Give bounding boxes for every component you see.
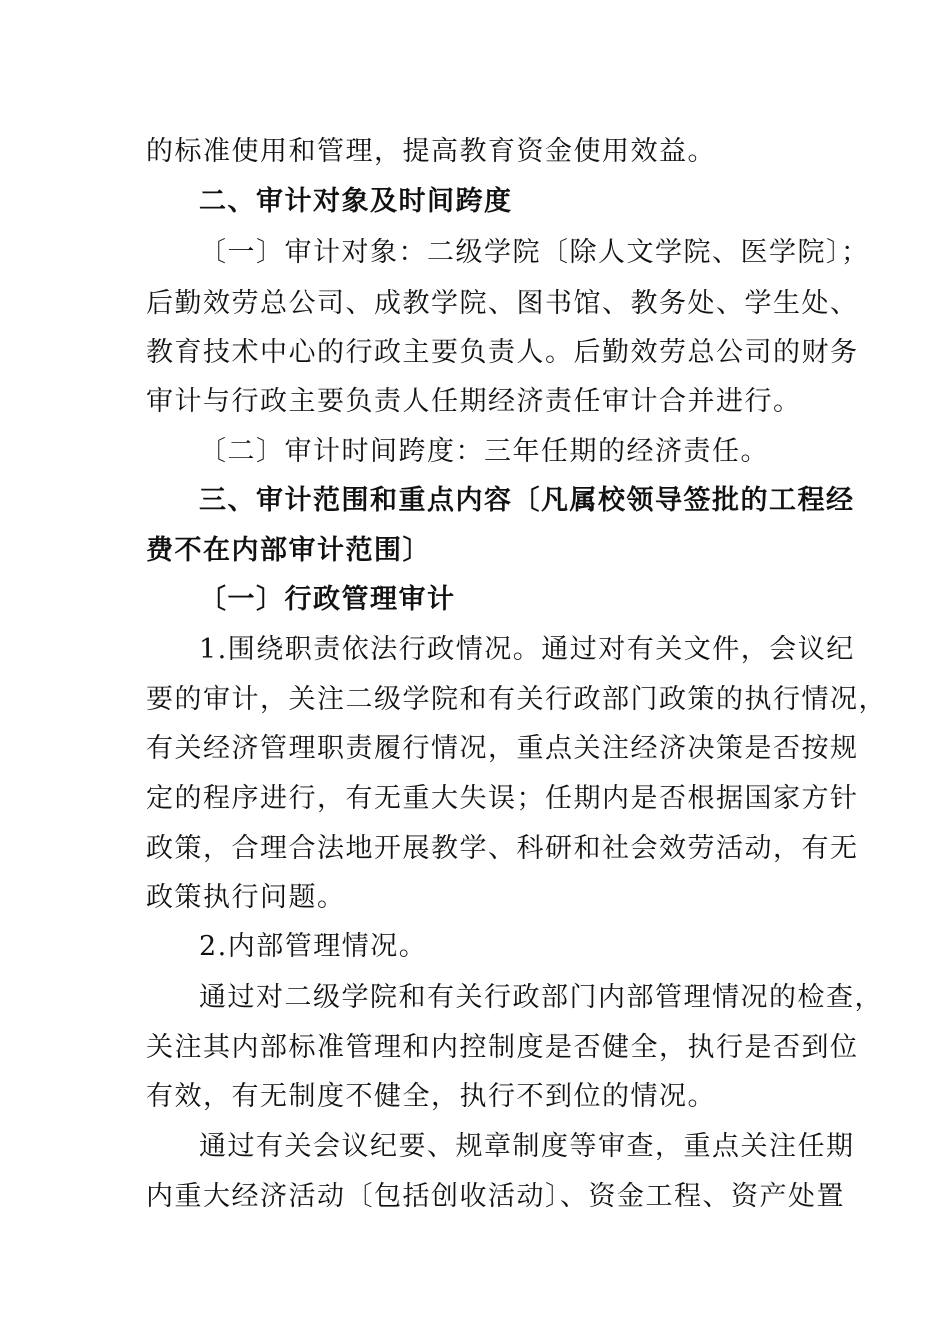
body-text-line: 〔二〕审计时间跨度：三年任期的经济责任。 xyxy=(199,436,769,467)
body-text-line: 政策，合理合法地开展教学、科研和社会效劳活动，有无 xyxy=(146,833,859,864)
body-text-line: 要的审计，关注二级学院和有关行政部门政策的执行情况， xyxy=(146,684,887,715)
subsection-heading: 〔一〕行政管理审计 xyxy=(199,584,456,615)
body-text-line: 定的程序进行，有无重大失误；任期内是否根据国家方针 xyxy=(146,783,859,814)
body-text-line: 通过有关会议纪要、规章制度等审查，重点关注任期 xyxy=(199,1131,855,1162)
body-text-line: 关注其内部标准管理和内控制度是否健全，执行是否到位 xyxy=(146,1032,859,1063)
body-text-line: 1.围绕职责依法行政情况。通过对有关文件，会议纪 xyxy=(199,634,855,665)
body-text-line: 后勤效劳总公司、成教学院、图书馆、教务处、学生处、 xyxy=(146,288,859,319)
body-text-line: 教育技术中心的行政主要负责人。后勤效劳总公司的财务 xyxy=(146,337,859,368)
body-text-line: 审计与行政主要负责人任期经济责任审计合并进行。 xyxy=(146,386,802,417)
body-text-line: 通过对二级学院和有关行政部门内部管理情况的检查， xyxy=(199,982,883,1013)
body-text-line: 内重大经济活动〔包括创收活动〕、资金工程、资产处置 xyxy=(146,1181,845,1212)
section-heading: 三、审计范围和重点内容〔凡属校领导签批的工程经 xyxy=(199,485,855,516)
body-text-line: 的标准使用和管理，提高教育资金使用效益。 xyxy=(146,136,716,167)
body-text-line: 政策执行问题。 xyxy=(146,882,346,913)
section-heading-continued: 费不在内部审计范围〕 xyxy=(146,535,431,566)
body-text-line: 有关经济管理职责履行情况，重点关注经济决策是否按规 xyxy=(146,733,859,764)
body-text-line: 〔一〕审计对象：二级学院〔除人文学院、医学院〕； xyxy=(199,237,870,268)
body-text-line: 有效，有无制度不健全，执行不到位的情况。 xyxy=(146,1081,716,1112)
body-text-line: 2.内部管理情况。 xyxy=(199,931,428,962)
section-heading: 二、审计对象及时间跨度 xyxy=(199,186,513,217)
